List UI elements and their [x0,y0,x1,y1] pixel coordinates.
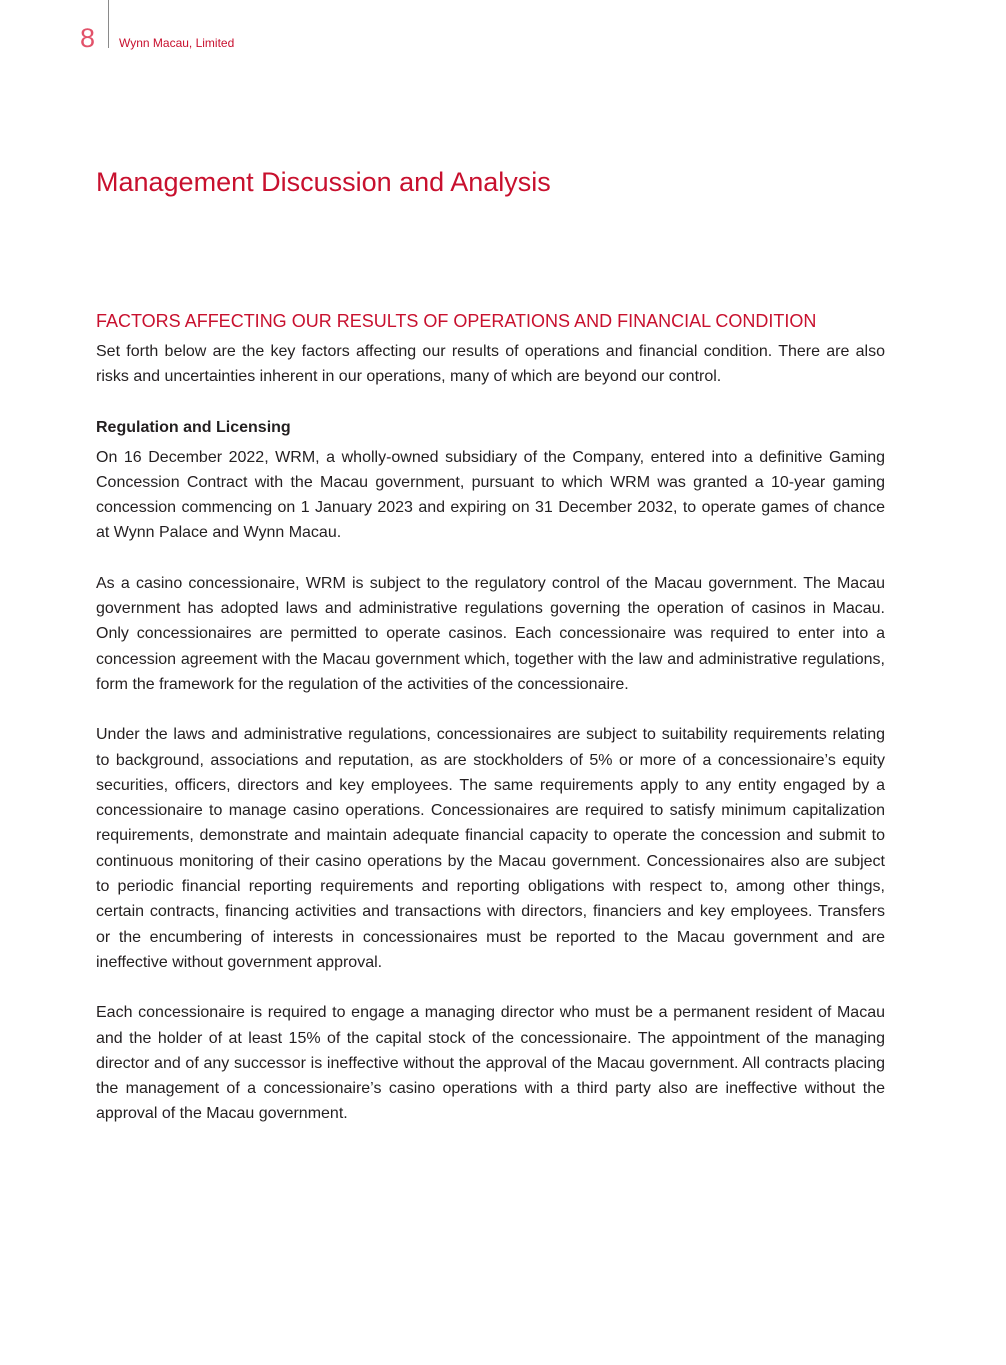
body-paragraph: Each concessionaire is required to engage a managing director who must be a permanent resident of Macau and the holder of at least 15% of the capital stock of the concessionaire. The appointment of the managing director and of any successor is ineffective without the approval of the Macau government. All contracts placing the management of a concessionaire’s casino operations with a third party also are ineffective without the approval of the Macau government. [96,1004,885,1123]
section-heading: FACTORS AFFECTING OUR RESULTS OF OPERATIONS AND FINANCIAL CONDITION [96,311,817,331]
main-content [96,309,885,1152]
page-title: Management Discussion and Analysis [96,167,551,197]
body-paragraph: On 16 December 2022, WRM, a wholly-owned subsidiary of the Company, entered into a definitive Gaming Concession Contract with the Macau government, pursuant to which WRM was granted a 10-year gaming concession commencing on 1 January 2023 and expiring on 31 December 2032, to operate games of chance at Wynn Palace and Wynn Macau. [96,448,885,542]
header-divider [108,0,109,48]
body-paragraph: As a casino concessionaire, WRM is subject to the regulatory control of the Macau government. The Macau government has adopted laws and administrative regulations governing the operation of casinos in Macau. Only concessionaires are permitted to operate casinos. Each concessionaire was required to enter into a concession agreement with the Macau government which, together with the law and administrative regulations, form the framework for the regulation of the activities of the concessionaire. [96,574,885,693]
subsection-heading: Regulation and Licensing [96,418,291,436]
company-name: Wynn Macau, Limited [119,36,235,50]
page-number: 8 [80,23,96,53]
body-paragraph: Under the laws and administrative regulations, concessionaires are subject to suitability requirements relating to background, associations and reputation, as are stockholders of 5% or more of a concessionaire’s equity securities, officers, directors and key employees. The same requirements apply to any entity engaged by a concessionaire to manage casino operations. Concessionaires are required to satisfy minimum capitalization requirements, demonstrate and maintain adequate financial capacity to operate the concession and submit to continuous monitoring of their casino operations by the Macau government. Concessionaires also are subject to periodic financial reporting requirements and reporting obligations with respect to, among other things, certain contracts, financing activities and transactions with directors, financiers and key employees. Transfers or the encumbering of interests in concessionaires must be reported to the Macau government and are ineffective without government approval. [96,726,885,971]
intro-paragraph: Set forth below are the key factors affecting our results of operations and financial condition. There are also risks and uncertainties inherent in our operations, many of which are beyond our control. [96,343,885,386]
